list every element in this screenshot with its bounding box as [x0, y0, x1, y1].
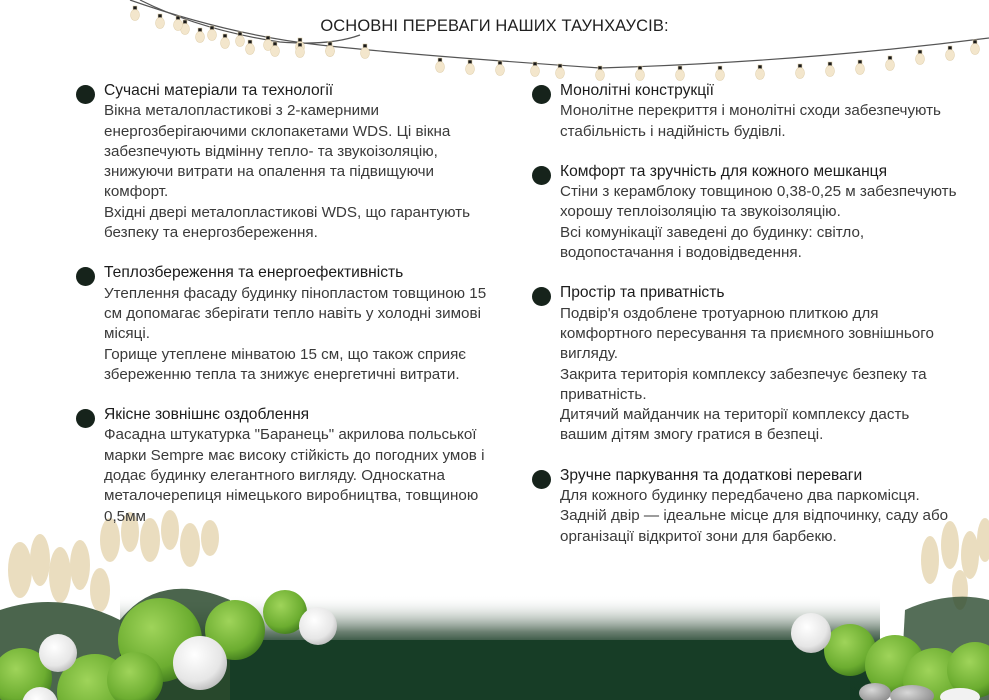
- feature-text: Утеплення фасаду будинку пінопластом товщиною 15: [104, 284, 487, 302]
- feature-text: безпеку та енергозбереження.: [104, 224, 318, 242]
- page-title: ОСНОВНІ ПЕРЕВАГИ НАШИХ ТАУНХАУСІВ:: [320, 17, 669, 35]
- feature-text: Фасадна штукатурка "Баранець" акрилова польської: [104, 426, 477, 444]
- feature-heading: Монолітні конструкції: [560, 82, 714, 99]
- feature-text: комфортного пересування та приємного зовнішнього: [560, 324, 934, 342]
- feature-text: металочерепиця німецького виробництва, товщиною: [104, 487, 479, 505]
- feature-text: забезпечують відмінну тепло- та звукоізоляцію,: [104, 142, 438, 160]
- feature-text: стабільність і надійність будівлі.: [560, 122, 786, 140]
- bullet-dot-icon: [532, 470, 551, 489]
- feature-text: додає будинку елегантного вигляду. Односкатна: [104, 467, 445, 485]
- feature-text: Стіни з керамблоку товщиною 0,38-0,25 м забезпечують: [560, 183, 957, 201]
- feature-text: комфорт.: [104, 183, 169, 201]
- feature-text: організації відкритої зони для барбекю.: [560, 527, 837, 545]
- string-lights-decoration: [0, 0, 989, 90]
- feature-text: Для кожного будинку передбачено два паркомісця.: [560, 487, 920, 505]
- feature-exterior-finish: [75, 405, 495, 527]
- features-left-column: [75, 81, 495, 547]
- feature-heading: Зручне паркування та додаткові переваги: [560, 466, 863, 484]
- feature-text: Всі комунікації заведені до будинку: світло,: [560, 223, 865, 241]
- feature-heading: Теплозбереження та енергоефективність: [104, 264, 404, 282]
- feature-text: вигляду.: [560, 345, 618, 363]
- feature-parking: [531, 466, 961, 547]
- feature-text: водопостачання і водовідведення.: [560, 244, 802, 262]
- feature-heading: Комфорт та зручність для кожного мешканця: [560, 162, 888, 180]
- feature-text: Вікна металопластикові з 2-камерними: [104, 102, 380, 120]
- feature-text: енергозберігаючими склопакетами WDS. Ці вікна: [104, 122, 451, 140]
- feature-heading: Простір та приватність: [560, 284, 725, 302]
- feature-energy-efficiency: [75, 263, 495, 385]
- feature-monolithic-structures: [531, 81, 961, 142]
- feature-text: марки Sempre має високу стійкість до погодних умов і: [104, 446, 485, 464]
- bullet-dot-icon: [532, 166, 551, 185]
- feature-text: вашим дітям змогу гратися в безпеці.: [560, 426, 824, 444]
- bullet-dot-icon: [532, 85, 551, 104]
- bullet-dot-icon: [76, 267, 95, 286]
- feature-modern-materials: [75, 81, 495, 243]
- features-right-column: [531, 81, 961, 567]
- bullet-dot-icon: [532, 287, 551, 306]
- bullet-dot-icon: [76, 409, 95, 428]
- feature-text: см допомагає зберігати тепло навіть у холодні зимові: [104, 304, 481, 322]
- feature-heading: Сучасні матеріали та технології: [104, 82, 334, 99]
- feature-heading: Якісне зовнішнє оздоблення: [104, 406, 310, 424]
- feature-text: місяці.: [104, 325, 150, 343]
- feature-text: Задній двір — ідеальне місце для відпочинку, саду або: [560, 507, 949, 525]
- feature-space-privacy: [531, 283, 961, 445]
- feature-text: Вхідні двері металопластикові WDS, що гарантують: [104, 203, 471, 221]
- feature-comfort: [531, 162, 961, 263]
- feature-text: приватність.: [560, 385, 647, 403]
- feature-text: Горище утеплене мінватою 15 см, що також сприяє: [104, 345, 467, 363]
- feature-text: знижуючи витрати на опалення та підвищуючи: [104, 163, 435, 181]
- feature-text: збереженню тепла та знижує енергетичні витрати.: [104, 365, 460, 383]
- feature-text: Подвір'я оздоблене тротуарною плиткою для: [560, 304, 879, 322]
- feature-text: хорошу теплоізоляцію та звукоізоляцію.: [560, 203, 841, 221]
- bullet-dot-icon: [76, 85, 95, 104]
- feature-text: Монолітне перекриття і монолітні сходи забезпечують: [560, 102, 941, 120]
- feature-text: Дитячий майданчик на території комплексу дасть: [560, 406, 910, 424]
- feature-text: Закрита територія комплексу забезпечує безпеку та: [560, 365, 927, 383]
- feature-text: 0,5мм: [104, 507, 146, 525]
